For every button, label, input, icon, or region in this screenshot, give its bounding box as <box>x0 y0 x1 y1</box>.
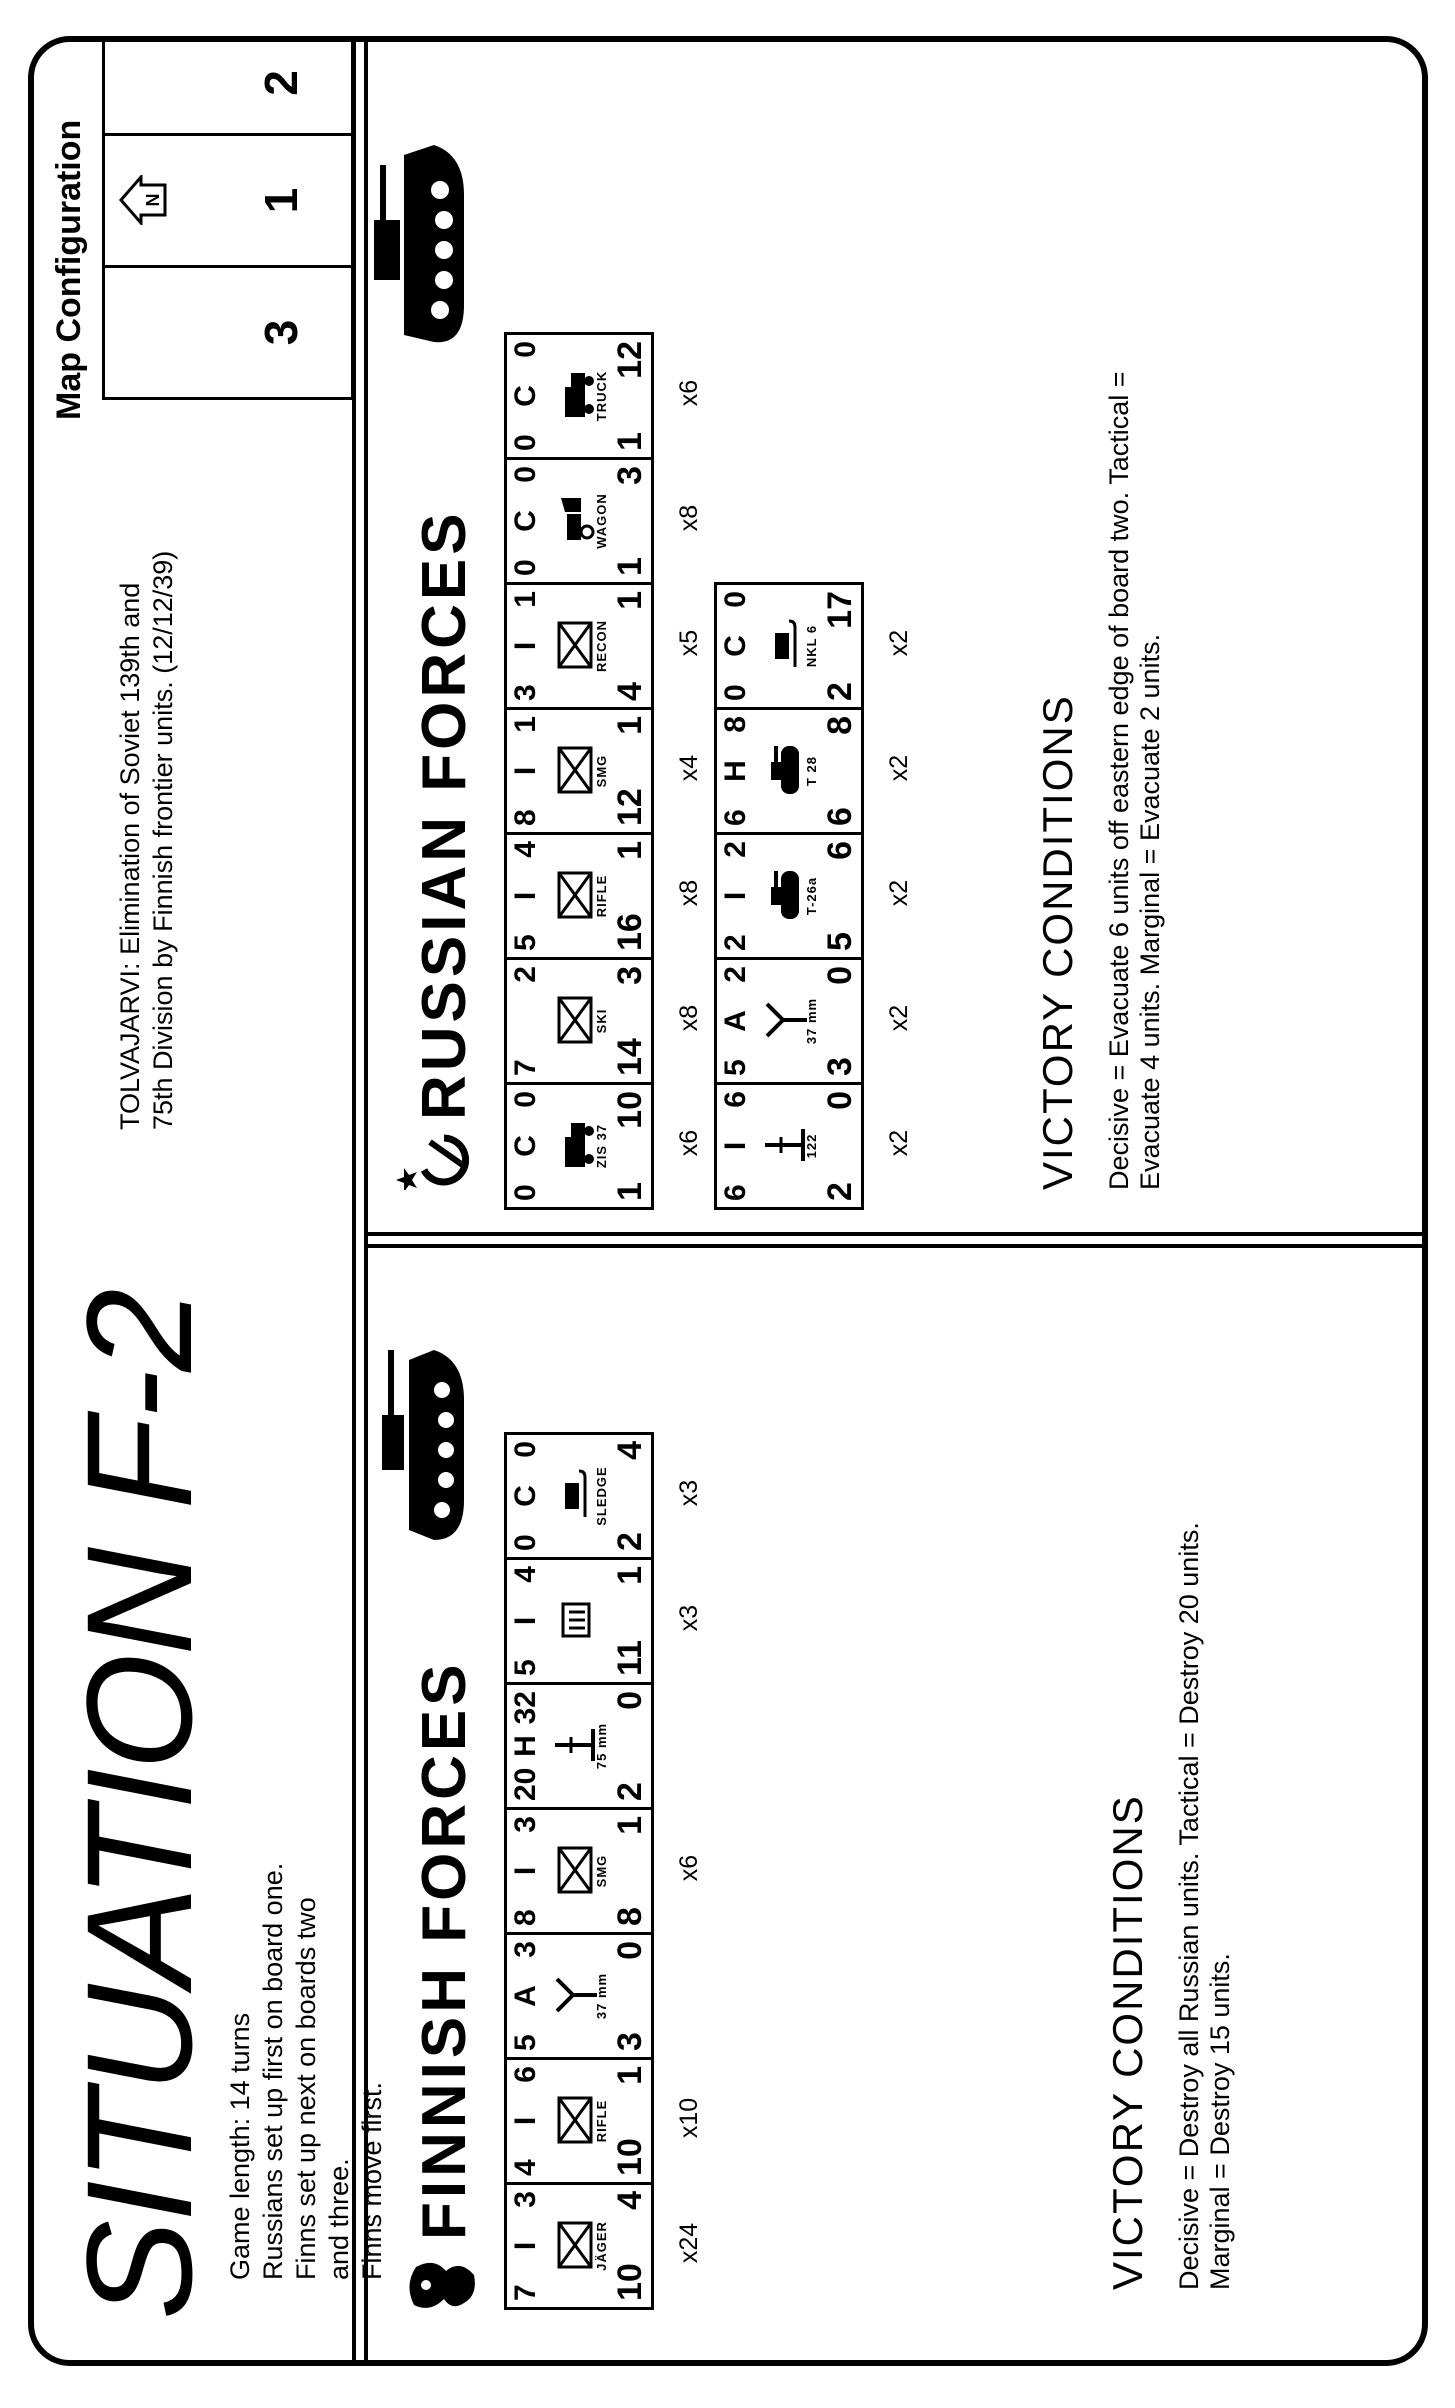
forces-divider-inner <box>364 1232 1422 1236</box>
unit-symbol-icon <box>551 1592 599 1648</box>
defense-value: 2 <box>821 1182 859 1201</box>
range-value: 4 <box>509 841 542 858</box>
defense-value: 10 <box>611 2263 649 2301</box>
unit-type-label: 122 <box>804 1133 819 1159</box>
unit-class: H <box>719 760 752 782</box>
finnish-counter <box>504 1807 703 1935</box>
unit-class: C <box>719 635 752 657</box>
forces-divider <box>364 1244 1422 1248</box>
attack-value: 0 <box>719 684 752 701</box>
attack-value: 0 <box>509 559 542 576</box>
map-board-left <box>102 265 354 400</box>
unit-type-label: RECON <box>594 620 609 672</box>
unit-count: x10 <box>675 2097 703 2139</box>
range-value: 6 <box>509 2066 542 2083</box>
unit-type-label: T-26a <box>804 876 819 916</box>
scenario-card <box>28 36 1428 2366</box>
range-value: 1 <box>509 716 542 733</box>
scenario-description <box>114 490 180 1130</box>
unit-count: x2 <box>885 754 913 782</box>
movement-value: 8 <box>821 716 859 735</box>
scenario-line-2: 75th Division by Finnish frontier units. (12/12/39) <box>148 550 178 1130</box>
unit-symbol-icon <box>551 992 599 1048</box>
unit-class: I <box>509 641 542 651</box>
unit-count: x6 <box>675 379 703 407</box>
unit-count: x3 <box>675 1479 703 1507</box>
finnish-counter-row <box>504 1435 703 2310</box>
finnish-lion-icon <box>404 2255 479 2315</box>
finnish-victory-line-2: Marginal = Destroy 15 units. <box>1205 1953 1235 2290</box>
unit-symbol-icon <box>551 492 599 548</box>
unit-type-label: RIFLE <box>594 2099 609 2143</box>
finnish-counter <box>504 1432 703 1560</box>
unit-type-label: ZIS 37 <box>594 1123 609 1169</box>
unit-symbol-icon <box>551 367 599 423</box>
defense-value: 14 <box>611 1038 649 1076</box>
finnish-victory-title: VICTORY CONDITIONS <box>1104 1794 1151 2290</box>
attack-value: 0 <box>509 1184 542 1201</box>
finnish-counter <box>504 2057 703 2185</box>
defense-value: 4 <box>611 682 649 701</box>
defense-value: 6 <box>821 807 859 826</box>
unit-symbol-icon <box>551 1842 599 1898</box>
movement-value: 4 <box>611 1441 649 1460</box>
movement-value: 17 <box>821 591 859 629</box>
attack-value: 7 <box>509 1059 542 1076</box>
unit-symbol-icon <box>761 742 809 798</box>
attack-value: 8 <box>509 1909 542 1926</box>
attack-value: 5 <box>509 1659 542 1676</box>
unit-class: I <box>719 1141 752 1151</box>
range-value: 0 <box>509 341 542 358</box>
attack-value: 6 <box>719 1184 752 1201</box>
russian-counter <box>504 957 703 1085</box>
unit-type-label: SMG <box>594 1854 609 1888</box>
unit-count: x24 <box>675 2222 703 2264</box>
defense-value: 12 <box>611 788 649 826</box>
defense-value: 2 <box>611 1782 649 1801</box>
attack-value: 2 <box>719 934 752 951</box>
unit-type-label: 75 mm <box>594 1722 609 1770</box>
defense-value: 1 <box>611 557 649 576</box>
unit-symbol-icon <box>551 742 599 798</box>
finnish-victory-text <box>1174 1270 1236 2290</box>
unit-type-label: 37 mm <box>594 1972 609 2020</box>
movement-value: 6 <box>821 841 859 860</box>
movement-value: 1 <box>611 716 649 735</box>
unit-count: x2 <box>885 1129 913 1157</box>
attack-value: 7 <box>509 2284 542 2301</box>
movement-value: 12 <box>611 341 649 379</box>
unit-count: x6 <box>675 1854 703 1882</box>
unit-count: x4 <box>675 754 703 782</box>
unit-count: x2 <box>885 629 913 657</box>
russian-victory-text <box>1104 70 1166 1190</box>
finnish-counter <box>504 2182 703 2310</box>
unit-class: I <box>509 891 542 901</box>
unit-class: H <box>509 1735 542 1757</box>
finnish-forces-heading: FINNISH FORCES <box>410 1660 479 2240</box>
russian-counter <box>504 707 703 835</box>
russian-counter <box>714 832 913 960</box>
range-value: 3 <box>509 2191 542 2208</box>
finnish-victory-line-1: Decisive = Destroy all Russian units. Tactical = Destroy 20 units. <box>1174 1522 1204 2290</box>
finnish-tank-icon <box>364 1340 474 1550</box>
unit-class: I <box>509 766 542 776</box>
hammer-sickle-icon <box>394 1130 474 1190</box>
movement-value: 3 <box>611 966 649 985</box>
finnish-counter <box>504 1682 654 1810</box>
russian-victory-title: VICTORY CONDITIONS <box>1034 694 1081 1190</box>
attack-value: 0 <box>509 1534 542 1551</box>
movement-value: 0 <box>821 1091 859 1110</box>
russian-counter <box>504 832 703 960</box>
range-value: 3 <box>509 1816 542 1833</box>
unit-symbol-icon <box>761 617 809 673</box>
svg-text:N: N <box>143 193 163 207</box>
unit-count: x6 <box>675 1129 703 1157</box>
range-value: 2 <box>719 966 752 983</box>
unit-symbol-icon <box>761 867 809 923</box>
unit-symbol-icon <box>551 1117 599 1173</box>
unit-symbol-icon <box>761 992 809 1048</box>
defense-value: 3 <box>821 1057 859 1076</box>
russian-counter-row-2 <box>714 585 913 1210</box>
attack-value: 5 <box>719 1059 752 1076</box>
unit-count: x8 <box>675 879 703 907</box>
movement-value: 1 <box>611 1816 649 1835</box>
unit-symbol-icon <box>551 2217 599 2273</box>
attack-value: 4 <box>509 2159 542 2176</box>
map-board-1: 1 <box>255 187 307 214</box>
map-board-right <box>102 36 354 136</box>
range-value: 1 <box>509 591 542 608</box>
range-value: 32 <box>509 1691 542 1725</box>
movement-value: 4 <box>611 2191 649 2210</box>
defense-value: 8 <box>611 1907 649 1926</box>
attack-value: 0 <box>509 434 542 451</box>
russian-counter <box>714 582 913 710</box>
range-value: 2 <box>509 966 542 983</box>
unit-type-label: SLEDGE <box>594 1466 609 1526</box>
unit-class: A <box>719 1010 752 1032</box>
unit-type-label: JÄGER <box>594 2221 609 2271</box>
game-length <box>224 1860 389 2280</box>
range-value: 0 <box>509 1441 542 1458</box>
unit-type-label: TRUCK <box>594 370 609 422</box>
defense-value: 2 <box>821 682 859 701</box>
attack-value: 3 <box>509 684 542 701</box>
attack-value: 5 <box>509 2034 542 2051</box>
finnish-counter <box>504 1557 703 1685</box>
russian-victory-line-2: Evacuate 4 units. Marginal = Evacuate 2 units. <box>1135 633 1165 1190</box>
range-value: 6 <box>719 1091 752 1108</box>
unit-class: A <box>509 1985 542 2007</box>
movement-value: 1 <box>611 591 649 610</box>
unit-class: I <box>509 2241 542 2251</box>
unit-class: C <box>509 1485 542 1507</box>
movement-value: 1 <box>611 2066 649 2085</box>
movement-value: 1 <box>611 841 649 860</box>
map-board-2: 2 <box>255 70 307 96</box>
unit-type-label: WAGON <box>594 493 609 549</box>
russian-counter <box>714 1082 913 1210</box>
map-board-3: 3 <box>255 319 307 346</box>
unit-count: x5 <box>675 629 703 657</box>
unit-symbol-icon <box>551 1967 599 2023</box>
defense-value: 11 <box>611 1640 649 1676</box>
unit-class: I <box>719 891 752 901</box>
range-value: 0 <box>719 591 752 608</box>
attack-value: 8 <box>509 809 542 826</box>
russian-victory-line-1: Decisive = Evacuate 6 units off eastern edge of board two. Tactical = <box>1104 371 1134 1190</box>
defense-value: 16 <box>611 913 649 951</box>
russian-counter <box>714 707 913 835</box>
movement-value: 10 <box>611 1091 649 1129</box>
russian-counter <box>504 332 703 460</box>
page-title: SITUATION F-2 <box>55 1290 223 2320</box>
russian-counter <box>714 957 913 1085</box>
russian-counter <box>504 582 703 710</box>
unit-class: I <box>509 2116 542 2126</box>
unit-count: x3 <box>675 1604 703 1632</box>
defense-value: 10 <box>611 2138 649 2176</box>
unit-type-label: NKL 6 <box>804 624 819 668</box>
unit-class: I <box>509 1616 542 1626</box>
unit-count: x8 <box>675 1004 703 1032</box>
range-value: 4 <box>509 1566 542 1583</box>
russian-forces-heading: RUSSIAN FORCES <box>410 509 479 1120</box>
unit-symbol-icon <box>551 1717 599 1773</box>
unit-type-label: SMG <box>594 754 609 788</box>
range-value: 2 <box>719 841 752 858</box>
defense-value: 1 <box>611 432 649 451</box>
setup-line-1: Russians set up first on board one. <box>258 1862 288 2280</box>
unit-count: x8 <box>675 504 703 532</box>
unit-class: C <box>509 510 542 532</box>
russian-counter <box>504 457 703 585</box>
unit-class: I <box>509 1866 542 1876</box>
scenario-line-1: TOLVAJARVI: Elimination of Soviet 139th and <box>115 582 145 1130</box>
unit-type-label: 37 mm <box>804 997 819 1045</box>
unit-count: x2 <box>885 879 913 907</box>
game-length-text: Game length: 14 turns <box>225 2012 255 2280</box>
range-value: 0 <box>509 1091 542 1108</box>
setup-line-2: Finns set up next on boards two and three. <box>291 1897 354 2280</box>
russian-tank-icon <box>364 140 474 350</box>
range-value: 8 <box>719 716 752 733</box>
north-arrow-icon <box>119 175 169 225</box>
russian-counter <box>504 1082 703 1210</box>
movement-value: 1 <box>611 1566 649 1585</box>
defense-value: 1 <box>611 1182 649 1201</box>
movement-value: 0 <box>821 966 859 985</box>
finnish-counter <box>504 1932 654 2060</box>
range-value: 3 <box>509 1941 542 1958</box>
defense-value: 5 <box>821 932 859 951</box>
unit-class: C <box>509 385 542 407</box>
attack-value: 20 <box>509 1767 542 1801</box>
unit-type-label: SKI <box>594 1008 609 1034</box>
movement-value: 3 <box>611 466 649 485</box>
movement-value: 0 <box>611 1691 649 1710</box>
setup-line-3: Finns move first. <box>357 2081 387 2280</box>
unit-symbol-icon <box>551 1467 599 1523</box>
unit-symbol-icon <box>551 617 599 673</box>
unit-count: x2 <box>885 1004 913 1032</box>
unit-symbol-icon <box>551 867 599 923</box>
map-config-title: Map Configuration <box>50 119 88 420</box>
defense-value: 2 <box>611 1532 649 1551</box>
unit-symbol-icon <box>761 1117 809 1173</box>
unit-class: C <box>509 1135 542 1157</box>
attack-value: 5 <box>509 934 542 951</box>
unit-type-label: T 28 <box>804 756 819 787</box>
attack-value: 6 <box>719 809 752 826</box>
unit-symbol-icon <box>551 2092 599 2148</box>
russian-counter-row-1 <box>504 335 703 1210</box>
defense-value: 3 <box>611 2032 649 2051</box>
range-value: 0 <box>509 466 542 483</box>
movement-value: 0 <box>611 1941 649 1960</box>
unit-type-label: RIFLE <box>594 874 609 918</box>
